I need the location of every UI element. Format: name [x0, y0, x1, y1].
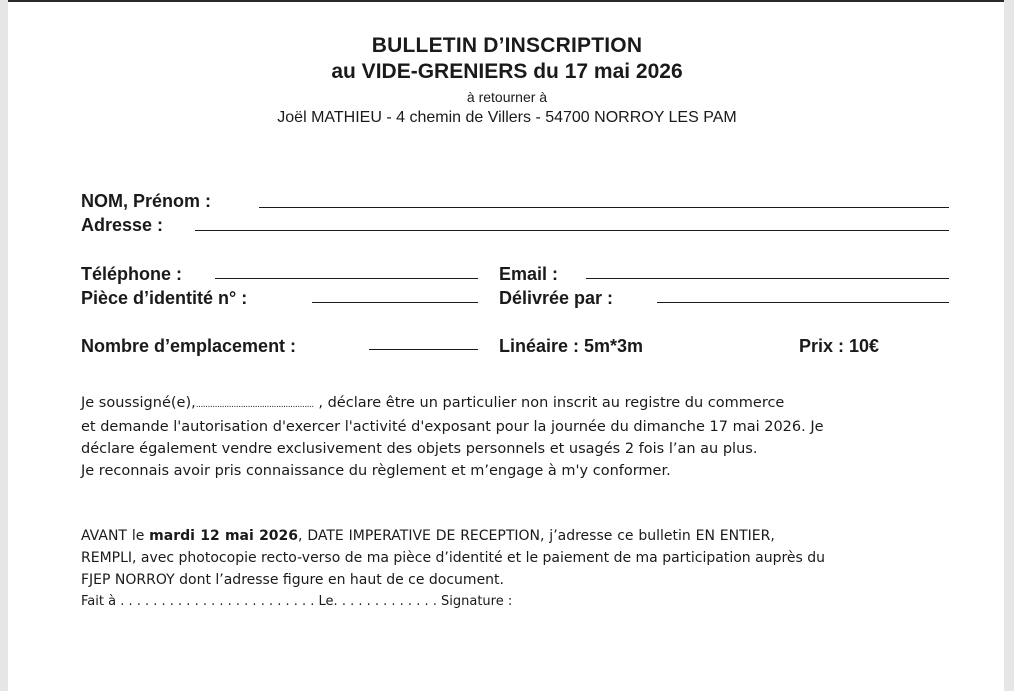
linear-label: Linéaire : 5m*3m	[499, 336, 644, 356]
name-label: NOM, Prénom :	[81, 191, 212, 211]
return-address: Joël MATHIEU - 4 chemin de Villers - 54700 NORROY LES PAM	[277, 109, 737, 126]
phone-field-line[interactable]	[215, 278, 478, 279]
id-field-line[interactable]	[312, 302, 478, 303]
address-label: Adresse :	[81, 215, 164, 235]
declaration-paragraph	[81, 392, 824, 482]
instructions-paragraph	[81, 525, 825, 613]
email-label: Email :	[499, 264, 559, 284]
instructions-line-3: FJEP NORROY dont l’adresse figure en haut de ce document.	[81, 572, 504, 588]
name-field-line[interactable]	[259, 207, 949, 208]
signatory-name-dots[interactable]: ..................................................	[195, 400, 314, 410]
form-title: BULLETIN D’INSCRIPTION	[371, 34, 643, 57]
spots-field-line[interactable]	[369, 349, 478, 350]
signature-line[interactable]: Fait à . . . . . . . . . . . . . . . . . . . . . . . . Le. . . . . . . . . . . . . Signature :	[81, 594, 513, 609]
instructions-line-2: REMPLI, avec photocopie recto-verso de ma pièce d’identité et le paiement de ma participation auprès du	[81, 550, 826, 566]
email-field-line[interactable]	[586, 278, 949, 279]
address-field-line[interactable]	[195, 230, 949, 231]
id-label: Pièce d’identité n° :	[81, 288, 248, 308]
price-label: Prix : 10€	[799, 336, 880, 356]
deadline-date: mardi 12 mai 2026	[149, 528, 299, 544]
instructions-line-1: AVANT le mardi 12 mai 2026, DATE IMPERATIVE DE RECEPTION, j’adresse ce bulletin EN ENTIER,	[81, 528, 775, 544]
phone-label: Téléphone :	[81, 264, 183, 284]
spots-label: Nombre d’emplacement :	[81, 336, 297, 356]
declaration-line-1: Je soussigné(e),.................................................. , déclare être un particulier non inscrit au registre du commerce	[81, 395, 785, 411]
declaration-line-2: et demande l'autorisation d'exercer l'activité d'exposant pour la journée du dimanche 17 mai 2026. Je	[81, 419, 824, 435]
issued-by-label: Délivrée par :	[499, 288, 614, 308]
form-subtitle: au VIDE-GRENIERS du 17 mai 2026	[331, 60, 683, 83]
issued-by-field-line[interactable]	[657, 302, 949, 303]
return-note: à retourner à	[466, 89, 548, 105]
declaration-line-4: Je reconnais avoir pris connaissance du règlement et m’engage à m'y conformer.	[81, 463, 671, 479]
declaration-line-3: déclare également vendre exclusivement des objets personnels et usagés 2 fois l’an au plus.	[81, 441, 758, 457]
